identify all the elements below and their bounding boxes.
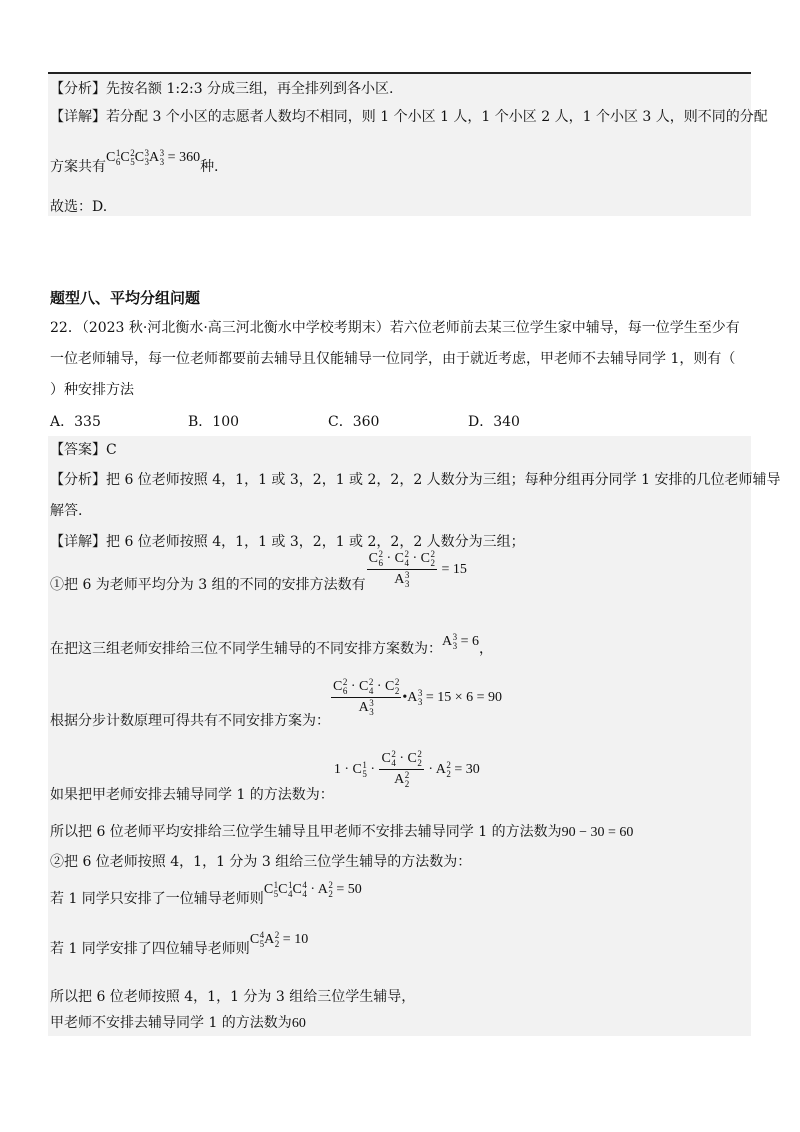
section-title: 题型八、平均分组问题 (50, 289, 201, 307)
step4-text: 如果把甲老师安排去辅导同学 1 的方法数为： (50, 786, 334, 803)
question-line2: 一位老师辅导，每一位老师都要前去辅导且仅能辅导一位同学，由于就近考虑，甲老师不去辅导同学 1，则有（ (50, 351, 736, 367)
step10-result: 60 (291, 1016, 306, 1031)
prev-detail-suffix: 种. (200, 159, 219, 175)
step2-formula: A 3 3 = 6 (442, 631, 480, 651)
detail-step2: 在把这三组老师安排给三位不同学生辅导的不同安排方案数为：A 3 3 = 6， (50, 631, 494, 657)
step5-text: 所以把 6 位老师平均安排给三位学生辅导且甲老师不安排去辅导同学 1 的方法数为 (50, 824, 562, 840)
prev-analysis: 【分析】先按名额 1:2:3 分成三组，再全排列到各小区. (50, 81, 394, 97)
detail-step6: ②把 6 位老师按照 4，1，1 分为 3 组给三位学生辅导的方法数为： (50, 854, 472, 870)
question-line1: 22．（2023 秋·河北衡水·高三河北衡水中学校考期末）若六位老师前去某三位学生家中辅导，每一位学生至少有 (50, 320, 740, 336)
detail-step9: 所以把 6 位老师按照 4，1，1 分为 3 组给三位学生辅导， (50, 989, 416, 1005)
step7-formula: C 1 5 C 1 4 C 4 4 · A 2 2 = 50 (263, 879, 362, 899)
prev-detail-prefix: 方案共有 (50, 159, 106, 175)
answer: 【答案】C (50, 442, 117, 458)
detail-step5 (50, 823, 633, 842)
prev-choice: 故选：D. (50, 199, 108, 215)
step10-text: 甲老师不安排去辅导同学 1 的方法数为 (50, 1015, 292, 1031)
option-a: A．335 (50, 414, 101, 430)
step4-formula: 1 · C 1 5 · C 2 4 · C 2 2 A 2 2 · A 2 2 = 30 (333, 749, 480, 790)
prev-detail-line2 (50, 148, 219, 180)
prev-formula-result: 360 (179, 150, 201, 165)
step7-text: 若 1 同学只安排了一位辅导老师则 (50, 891, 264, 907)
detail-step10 (50, 1014, 306, 1033)
detail-intro: 【详解】把 6 位老师按照 4，1，1 或 3，2，1 或 2，2，2 人数分为三组； (50, 534, 525, 550)
option-d: D．340 (468, 414, 520, 430)
question-line3: ）种安排方法 (50, 382, 134, 398)
step5-formula: 90 − 30 = 60 (561, 825, 634, 840)
option-c: C．360 (328, 414, 380, 430)
step3-formula: C 2 6 · C 2 4 · C 2 2 A 3 3 •A 3 3 = 15 × 6 = 90 (333, 677, 503, 718)
step3-text: 根据分步计数原理可得共有不同安排方案为： (50, 712, 330, 729)
prev-formula: C 1 6 C 2 5 C 3 3 A 3 3 = 360 (106, 147, 201, 167)
analysis-line2: 解答. (50, 503, 83, 519)
step8-formula: C 4 5 A 2 2 = 10 (249, 929, 309, 949)
detail-step4 (50, 749, 480, 803)
detail-step3 (50, 677, 503, 729)
detail-step8 (50, 930, 308, 964)
step2-text: 在把这三组老师安排给三位不同学生辅导的不同安排方案数为： (50, 641, 442, 657)
prev-detail-line1: 【详解】若分配 3 个小区的志愿者人数均不相同，则 1 个小区 1 人，1 个小区 2 人，1 个小区 3 人，则不同的分配 (50, 109, 768, 125)
step1-formula: C 2 6 · C 2 4 · C 2 2 A 3 3 = 15 (368, 549, 467, 590)
option-b: B．100 (188, 414, 240, 430)
detail-step7 (50, 880, 362, 914)
analysis-line1: 【分析】把 6 位老师按照 4，1，1 或 3，2，1 或 2，2，2 人数分为三组；每种分组再分同学 1 安排的几位老师辅导 (50, 472, 781, 488)
step8-text: 若 1 同学安排了四位辅导老师则 (50, 941, 250, 957)
step1-text: ①把 6 为老师平均分为 3 组的不同的安排方法数有 (50, 576, 366, 593)
detail-step1 (50, 549, 467, 600)
